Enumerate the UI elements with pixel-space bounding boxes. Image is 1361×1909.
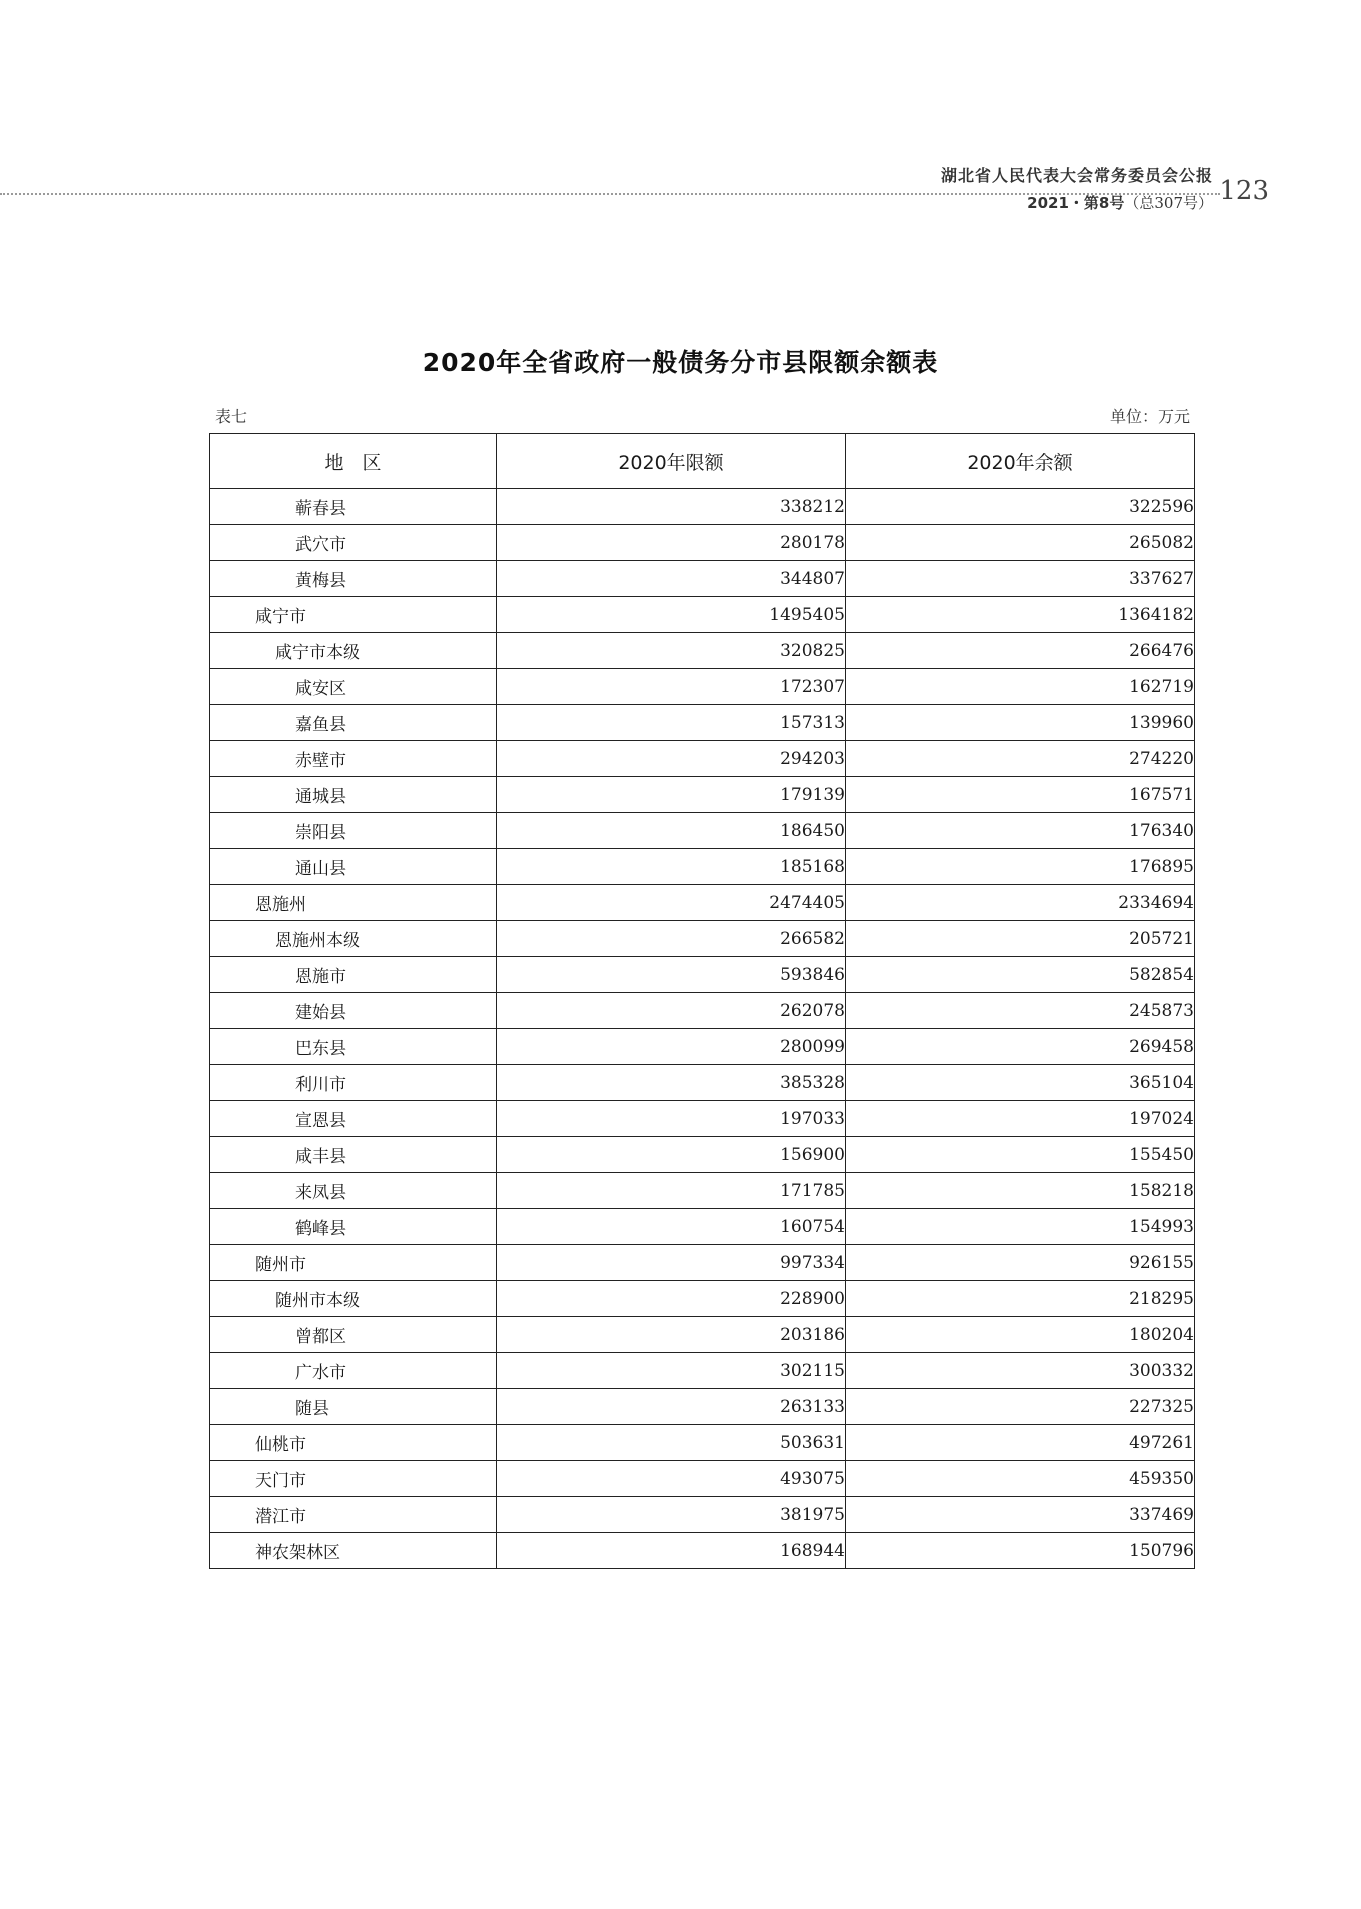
region-cell: 通城县 [210, 777, 497, 813]
issue-line [941, 192, 1213, 213]
limit-cell: 997334 [497, 1245, 846, 1281]
balance-cell: 337469 [846, 1497, 1195, 1533]
region-cell: 咸宁市 [210, 597, 497, 633]
region-cell: 仙桃市 [210, 1425, 497, 1461]
table-row [210, 1137, 1195, 1173]
table-row [210, 1209, 1195, 1245]
journal-name: 湖北省人民代表大会常务委员会公报 [940, 166, 1213, 185]
table-row [210, 1425, 1195, 1461]
region-cell: 赤壁市 [210, 741, 497, 777]
table-row [210, 813, 1195, 849]
region-cell: 来凤县 [210, 1173, 497, 1209]
balance-cell: 265082 [846, 525, 1195, 561]
table-row [210, 1029, 1195, 1065]
table-row [210, 1101, 1195, 1137]
table-row [210, 1533, 1195, 1569]
table-row [210, 1317, 1195, 1353]
limit-cell: 185168 [497, 849, 846, 885]
column-header-balance: 2020年余额 [846, 434, 1195, 489]
table-row [210, 1065, 1195, 1101]
limit-cell: 294203 [497, 741, 846, 777]
limit-cell: 280178 [497, 525, 846, 561]
limit-cell: 197033 [497, 1101, 846, 1137]
limit-cell: 262078 [497, 993, 846, 1029]
limit-cell: 172307 [497, 669, 846, 705]
limit-cell: 344807 [497, 561, 846, 597]
region-cell: 恩施州本级 [210, 921, 497, 957]
region-cell: 曾都区 [210, 1317, 497, 1353]
limit-cell: 1495405 [497, 597, 846, 633]
balance-cell: 197024 [846, 1101, 1195, 1137]
balance-cell: 150796 [846, 1533, 1195, 1569]
table-row [210, 1353, 1195, 1389]
limit-cell: 503631 [497, 1425, 846, 1461]
table-row [210, 1173, 1195, 1209]
table-header-row [210, 434, 1195, 489]
balance-cell: 582854 [846, 957, 1195, 993]
balance-cell: 154993 [846, 1209, 1195, 1245]
limit-cell: 263133 [497, 1389, 846, 1425]
table-row [210, 849, 1195, 885]
region-cell: 恩施市 [210, 957, 497, 993]
table-row [210, 993, 1195, 1029]
region-cell: 利川市 [210, 1065, 497, 1101]
table-row [210, 705, 1195, 741]
region-cell: 崇阳县 [210, 813, 497, 849]
balance-cell: 926155 [846, 1245, 1195, 1281]
limit-cell: 385328 [497, 1065, 846, 1101]
column-header-region: 地 区 [210, 434, 497, 489]
table-row [210, 525, 1195, 561]
table-row [210, 489, 1195, 525]
region-cell: 天门市 [210, 1461, 497, 1497]
limit-cell: 186450 [497, 813, 846, 849]
region-cell: 鹤峰县 [210, 1209, 497, 1245]
balance-cell: 337627 [846, 561, 1195, 597]
limit-cell: 228900 [497, 1281, 846, 1317]
balance-cell: 218295 [846, 1281, 1195, 1317]
table-row [210, 561, 1195, 597]
balance-cell: 266476 [846, 633, 1195, 669]
balance-cell: 1364182 [846, 597, 1195, 633]
region-cell: 黄梅县 [210, 561, 497, 597]
limit-cell: 171785 [497, 1173, 846, 1209]
region-cell: 通山县 [210, 849, 497, 885]
balance-cell: 155450 [846, 1137, 1195, 1173]
issue-total: （总307号） [1124, 194, 1213, 212]
table-row [210, 741, 1195, 777]
limit-cell: 2474405 [497, 885, 846, 921]
table-body [210, 489, 1195, 1569]
table-row [210, 1461, 1195, 1497]
limit-cell: 168944 [497, 1533, 846, 1569]
balance-cell: 205721 [846, 921, 1195, 957]
balance-cell: 162719 [846, 669, 1195, 705]
table-row [210, 1281, 1195, 1317]
limit-cell: 338212 [497, 489, 846, 525]
balance-cell: 459350 [846, 1461, 1195, 1497]
limit-cell: 266582 [497, 921, 846, 957]
balance-cell: 269458 [846, 1029, 1195, 1065]
region-cell: 宣恩县 [210, 1101, 497, 1137]
balance-cell: 158218 [846, 1173, 1195, 1209]
limit-cell: 493075 [497, 1461, 846, 1497]
table-row [210, 669, 1195, 705]
unit-label: 单位：万元 [1109, 407, 1190, 426]
region-cell: 武穴市 [210, 525, 497, 561]
balance-cell: 176895 [846, 849, 1195, 885]
journal-header [941, 163, 1213, 213]
table-row [210, 597, 1195, 633]
region-cell: 咸丰县 [210, 1137, 497, 1173]
region-cell: 嘉鱼县 [210, 705, 497, 741]
table-row [210, 633, 1195, 669]
region-cell: 随州市本级 [210, 1281, 497, 1317]
limit-cell: 320825 [497, 633, 846, 669]
limit-cell: 203186 [497, 1317, 846, 1353]
balance-cell: 497261 [846, 1425, 1195, 1461]
table-row [210, 777, 1195, 813]
region-cell: 广水市 [210, 1353, 497, 1389]
table-row [210, 1245, 1195, 1281]
region-cell: 恩施州 [210, 885, 497, 921]
balance-cell: 180204 [846, 1317, 1195, 1353]
table-label: 表七 [215, 407, 248, 426]
limit-cell: 593846 [497, 957, 846, 993]
region-cell: 蕲春县 [210, 489, 497, 525]
region-cell: 咸宁市本级 [210, 633, 497, 669]
balance-cell: 2334694 [846, 885, 1195, 921]
limit-cell: 157313 [497, 705, 846, 741]
balance-cell: 365104 [846, 1065, 1195, 1101]
document-title: 2020年全省政府一般债务分市县限额余额表 [422, 348, 939, 377]
balance-cell: 167571 [846, 777, 1195, 813]
region-cell: 随县 [210, 1389, 497, 1425]
region-cell: 咸安区 [210, 669, 497, 705]
limit-cell: 160754 [497, 1209, 846, 1245]
balance-cell: 274220 [846, 741, 1195, 777]
balance-cell: 322596 [846, 489, 1195, 525]
region-cell: 潜江市 [210, 1497, 497, 1533]
balance-cell: 245873 [846, 993, 1195, 1029]
limit-cell: 302115 [497, 1353, 846, 1389]
limit-cell: 179139 [497, 777, 846, 813]
table-row [210, 957, 1195, 993]
balance-cell: 227325 [846, 1389, 1195, 1425]
limit-cell: 381975 [497, 1497, 846, 1533]
debt-limit-table [209, 433, 1195, 1569]
table-row [210, 921, 1195, 957]
region-cell: 巴东县 [210, 1029, 497, 1065]
column-header-limit: 2020年限额 [497, 434, 846, 489]
limit-cell: 280099 [497, 1029, 846, 1065]
region-cell: 神农架林区 [210, 1533, 497, 1569]
limit-cell: 156900 [497, 1137, 846, 1173]
balance-cell: 300332 [846, 1353, 1195, 1389]
table-row [210, 885, 1195, 921]
issue-number: 2021・第8号 [1027, 194, 1125, 212]
region-cell: 建始县 [210, 993, 497, 1029]
page-number: 123 [1219, 176, 1269, 206]
balance-cell: 176340 [846, 813, 1195, 849]
table-row [210, 1389, 1195, 1425]
region-cell: 随州市 [210, 1245, 497, 1281]
table-row [210, 1497, 1195, 1533]
balance-cell: 139960 [846, 705, 1195, 741]
